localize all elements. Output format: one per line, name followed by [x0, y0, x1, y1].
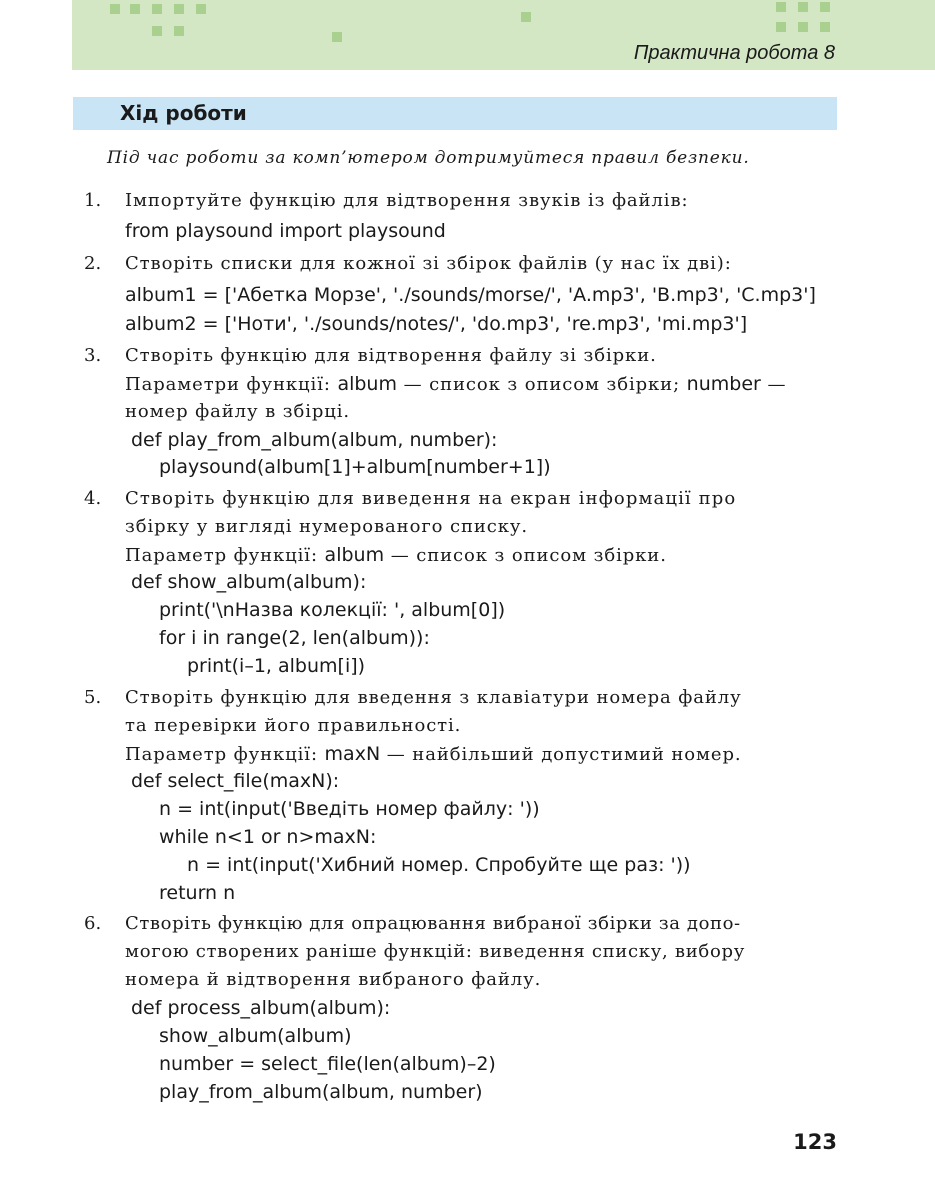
item-number: 1. [84, 190, 102, 211]
parameters-label: Параметр функції: [125, 545, 325, 566]
item-text: та перевірки його правильності. [125, 715, 462, 736]
code-line: n = int(input('Введіть номер файлу: ')) [159, 798, 540, 820]
code-line: for i in range(2, len(album)): [159, 627, 430, 649]
item-text: Створіть списки для кожної зі збірок файлів (у нас їх дві): [125, 253, 732, 274]
parameters-label: Параметр функції: [125, 744, 325, 765]
code-line: while n<1 or n>maxN: [159, 826, 377, 848]
code-line: n = int(input('Хибний номер. Спробуйте ще раз: ')) [187, 854, 691, 876]
code-line: show_album(album) [159, 1025, 352, 1047]
item-parameters [125, 373, 786, 395]
code-line: return n [159, 882, 236, 904]
code-line: def select_file(maxN): [131, 770, 340, 792]
practical-work-title: Практична робота 8 [633, 42, 835, 64]
param-desc: — список з описом збірки; [396, 374, 687, 395]
parameters-label: Параметри функції: [125, 374, 338, 395]
item-text: збірку у вигляді нумерованого списку. [125, 516, 529, 537]
item-number: 4. [84, 488, 102, 509]
param-name: album [337, 373, 397, 395]
item-text: номер файлу в збірці. [125, 401, 351, 422]
section-title: Хід роботи [120, 101, 247, 125]
code-line: number = select_file(len(album)–2) [159, 1053, 496, 1075]
code-line: print('\nНазва колекції: ', album[0]) [159, 599, 506, 621]
item-number: 2. [84, 253, 102, 274]
code-line: album2 = ['Ноти', './sounds/notes/', 'do.mp3', 're.mp3', 'mi.mp3'] [125, 313, 748, 335]
param-desc: — найбільший допустимий номер. [380, 744, 742, 765]
code-line: def process_album(album): [131, 997, 391, 1019]
code-line: playsound(album[1]+album[number+1]) [159, 456, 551, 478]
item-text: Створіть функцію для відтворення файлу зі збірки. [125, 345, 657, 366]
item-number: 6. [84, 913, 102, 934]
param-name: number [686, 373, 761, 395]
item-text: Створіть функцію для виведення на екран інформації про [125, 488, 737, 509]
item-text: Створіть функцію для введення з клавіатури номера файлу [125, 687, 742, 708]
param-desc: — [760, 374, 787, 395]
code-line: album1 = ['Абетка Морзе', './sounds/morse/', 'A.mp3', 'B.mp3', 'C.mp3'] [125, 284, 816, 306]
item-number: 3. [84, 345, 102, 366]
item-parameters [125, 544, 667, 566]
param-name: album [324, 544, 385, 566]
item-text: Створіть функцію для опрацювання вибраної збірки за допо- [125, 913, 741, 934]
item-text: номера й відтворення вибраного файлу. [125, 969, 542, 990]
code-line: play_from_album(album, number) [159, 1081, 483, 1103]
code-line: def show_album(album): [131, 571, 367, 593]
item-number: 5. [84, 687, 102, 708]
safety-note: Під час роботи за комп’ютером дотримуйтеся правил безпеки. [107, 148, 750, 168]
item-text: могою створених раніше функцій: виведення списку, вибору [125, 941, 745, 962]
item-text: Імпортуйте функцію для відтворення звуків із файлів: [125, 190, 689, 211]
param-desc: — список з описом збірки. [384, 545, 667, 566]
page-number: 123 [793, 1130, 837, 1154]
code-line: from playsound import playsound [125, 220, 446, 242]
param-name: maxN [324, 743, 381, 765]
item-parameters [125, 743, 742, 765]
code-line: def play_from_album(album, number): [131, 429, 498, 451]
code-line: print(i–1, album[i]) [187, 655, 366, 677]
